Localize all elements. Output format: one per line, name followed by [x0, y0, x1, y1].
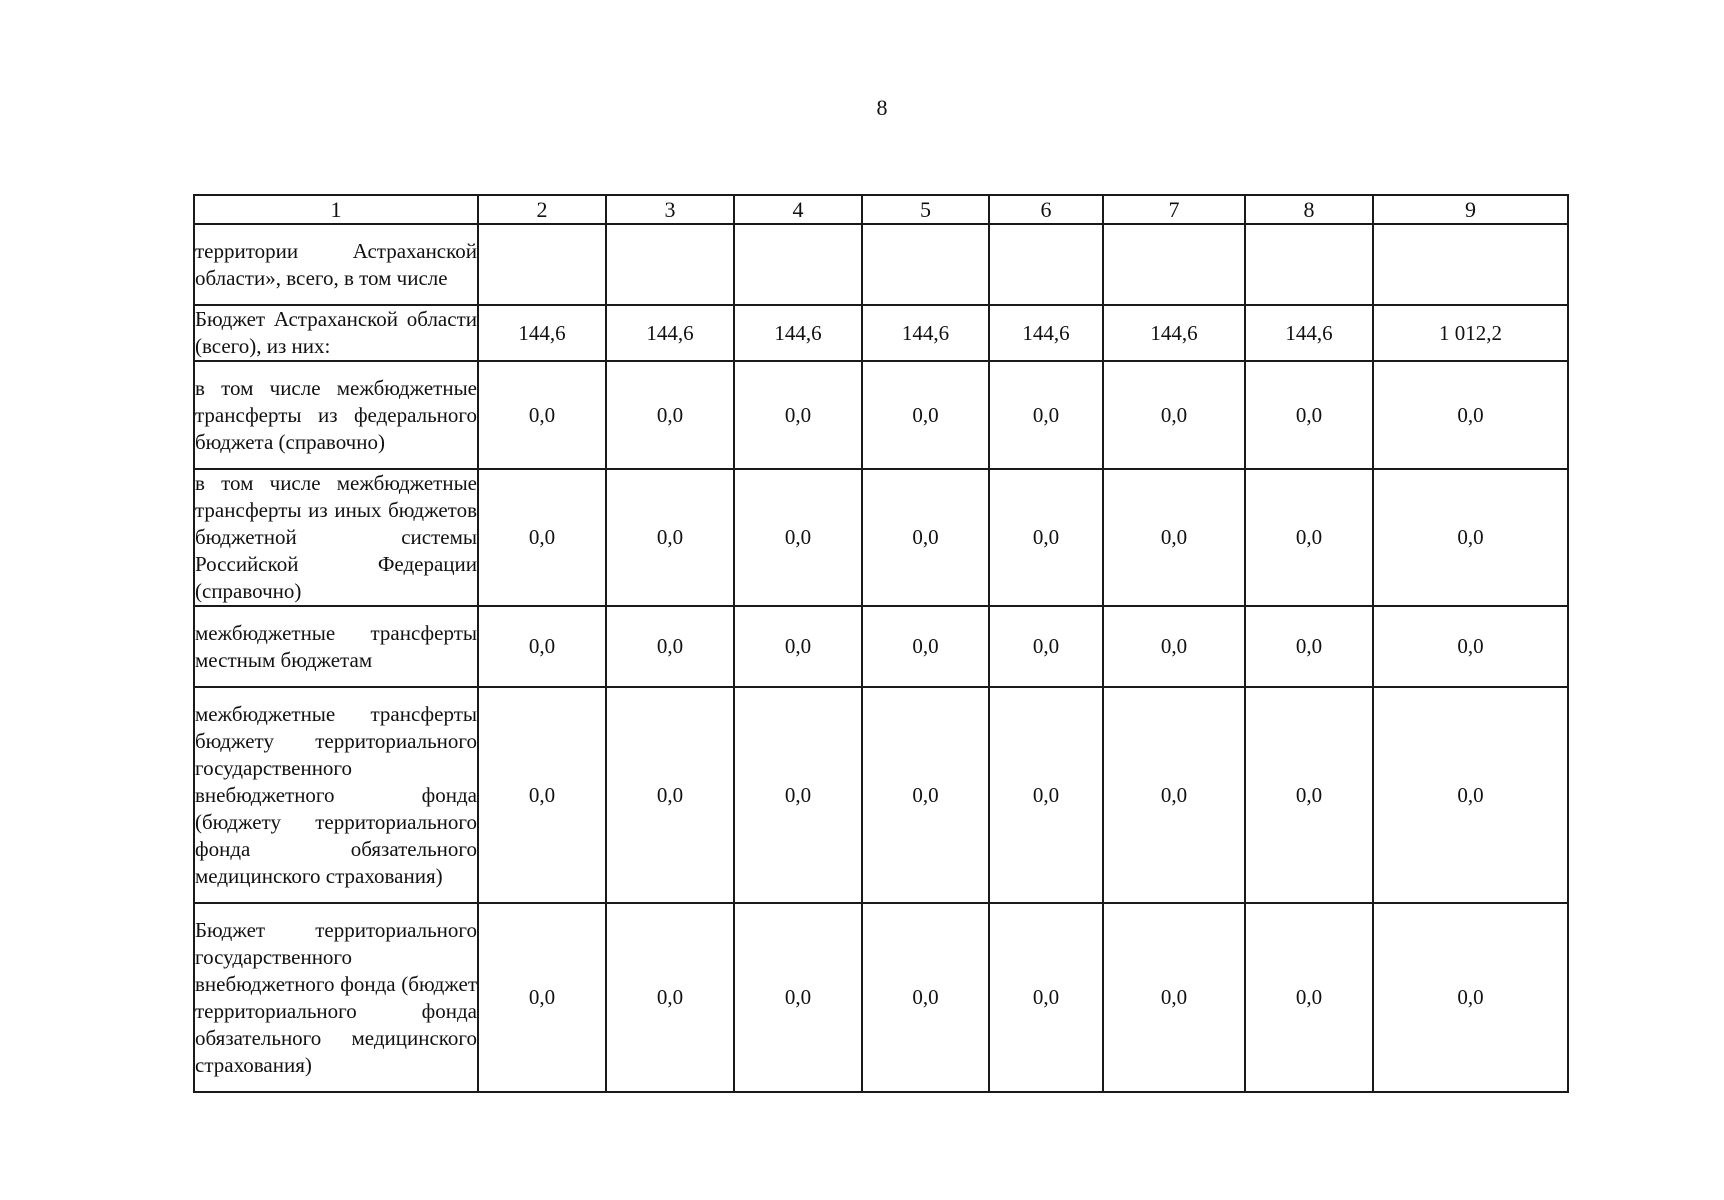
value-cell: 0,0 — [606, 361, 734, 469]
value-cell: 0,0 — [606, 903, 734, 1092]
value-cell: 0,0 — [734, 606, 862, 687]
column-number: 9 — [1373, 195, 1568, 224]
column-number: 2 — [478, 195, 606, 224]
value-cell: 0,0 — [478, 687, 606, 903]
value-cell: 144,6 — [989, 305, 1103, 361]
value-cell: 0,0 — [1373, 687, 1568, 903]
value-cell: 0,0 — [1245, 687, 1373, 903]
column-number: 5 — [862, 195, 989, 224]
value-cell: 0,0 — [989, 903, 1103, 1092]
value-cell — [606, 224, 734, 305]
column-number: 7 — [1103, 195, 1245, 224]
value-cell — [1245, 224, 1373, 305]
value-cell — [1373, 224, 1568, 305]
value-cell: 144,6 — [1103, 305, 1245, 361]
row-label: в том числе межбюджетные трансферты из иных бюджетов бюджетной системы Российской Федерации (справочно) — [194, 469, 478, 606]
value-cell: 144,6 — [606, 305, 734, 361]
page-number: 8 — [876, 95, 888, 120]
value-cell: 0,0 — [862, 687, 989, 903]
value-cell: 0,0 — [1103, 361, 1245, 469]
value-cell: 0,0 — [1373, 469, 1568, 606]
value-cell: 0,0 — [606, 469, 734, 606]
value-cell: 0,0 — [606, 606, 734, 687]
value-cell: 0,0 — [734, 361, 862, 469]
table-row — [194, 305, 1568, 361]
value-cell: 0,0 — [1373, 903, 1568, 1092]
value-cell — [862, 224, 989, 305]
value-cell: 0,0 — [1103, 903, 1245, 1092]
column-number: 1 — [194, 195, 478, 224]
value-cell: 144,6 — [1245, 305, 1373, 361]
value-cell: 0,0 — [478, 606, 606, 687]
row-label: Бюджет Астраханской области (всего), из них: — [194, 305, 478, 361]
value-cell: 144,6 — [734, 305, 862, 361]
value-cell — [478, 224, 606, 305]
value-cell: 0,0 — [1373, 606, 1568, 687]
table-row — [194, 361, 1568, 469]
value-cell: 0,0 — [989, 361, 1103, 469]
value-cell: 0,0 — [1103, 469, 1245, 606]
row-label: в том числе межбюджетные трансферты из федерального бюджета (справочно) — [194, 361, 478, 469]
column-number-row — [194, 195, 1568, 224]
table-row — [194, 224, 1568, 305]
value-cell: 0,0 — [989, 687, 1103, 903]
value-cell: 0,0 — [862, 606, 989, 687]
value-cell: 0,0 — [478, 469, 606, 606]
value-cell: 0,0 — [989, 469, 1103, 606]
row-label: Бюджет территориального государственного внебюджетного фонда (бюджет территориального фонда обязательного медицинского страхования) — [194, 903, 478, 1092]
value-cell: 0,0 — [734, 469, 862, 606]
column-number: 6 — [989, 195, 1103, 224]
table-row — [194, 903, 1568, 1092]
value-cell — [989, 224, 1103, 305]
value-cell: 144,6 — [862, 305, 989, 361]
value-cell: 0,0 — [606, 687, 734, 903]
table-row — [194, 469, 1568, 606]
row-label: межбюджетные трансферты местным бюджетам — [194, 606, 478, 687]
value-cell: 0,0 — [1103, 606, 1245, 687]
value-cell: 0,0 — [478, 361, 606, 469]
value-cell: 0,0 — [1373, 361, 1568, 469]
value-cell: 0,0 — [1245, 903, 1373, 1092]
value-cell — [1103, 224, 1245, 305]
column-number: 4 — [734, 195, 862, 224]
row-label: территории Астраханской области», всего, в том числе — [194, 224, 478, 305]
value-cell: 144,6 — [478, 305, 606, 361]
value-cell: 0,0 — [734, 687, 862, 903]
row-label: межбюджетные трансферты бюджету территориального государственного внебюджетного фонда (бюджету территориального фонда обязательного медицинского страхования) — [194, 687, 478, 903]
value-cell: 1 012,2 — [1373, 305, 1568, 361]
table-row — [194, 606, 1568, 687]
value-cell: 0,0 — [1245, 469, 1373, 606]
column-number: 8 — [1245, 195, 1373, 224]
value-cell: 0,0 — [989, 606, 1103, 687]
value-cell: 0,0 — [1103, 687, 1245, 903]
value-cell: 0,0 — [862, 469, 989, 606]
value-cell: 0,0 — [862, 361, 989, 469]
value-cell: 0,0 — [734, 903, 862, 1092]
value-cell: 0,0 — [862, 903, 989, 1092]
value-cell: 0,0 — [1245, 361, 1373, 469]
value-cell: 0,0 — [478, 903, 606, 1092]
value-cell: 0,0 — [1245, 606, 1373, 687]
table-row — [194, 687, 1568, 903]
value-cell — [734, 224, 862, 305]
budget-table — [193, 194, 1569, 1093]
column-number: 3 — [606, 195, 734, 224]
